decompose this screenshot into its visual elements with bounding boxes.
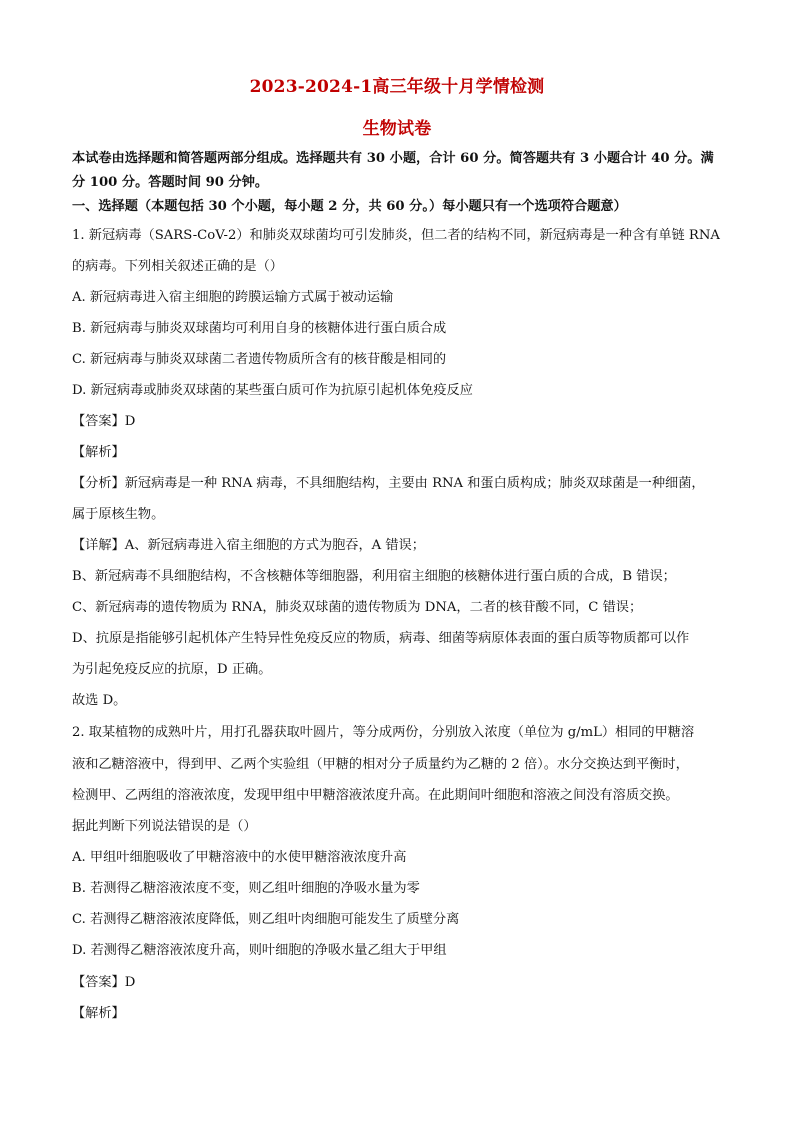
- question-1-option-b: B. 新冠病毒与肺炎双球菌均可利用自身的核糖体进行蛋白质合成: [72, 321, 447, 336]
- instructions-line: 本试卷由选择题和简答题两部分组成。选择题共有 30 小题，合计 60 分。简答题共有 3 小题合计 40 分。满: [72, 151, 714, 166]
- question-1-option-a: A. 新冠病毒进入宿主细胞的跨膜运输方式属于被动运输: [72, 290, 394, 305]
- question-1-answer: 【答案】D: [72, 414, 136, 429]
- question-2-answer: 【答案】D: [72, 975, 136, 990]
- question-1-analysis: 属于原核生物。: [72, 507, 165, 522]
- question-1-detail: 【详解】A、新冠病毒进入宿主细胞的方式为胞吞，A 错误；: [72, 538, 425, 553]
- section-heading: 一、选择题（本题包括 30 个小题，每小题 2 分，共 60 分。）每小题只有一个选项符合题意）: [72, 199, 627, 214]
- question-2-option-b: B. 若测得乙糖溶液浓度不变，则乙组叶细胞的净吸水量为零: [72, 881, 420, 896]
- exam-title: 2023-2024-1高三年级十月学情检测: [249, 77, 545, 97]
- question-2-explanation-heading: 【解析】: [72, 1006, 125, 1021]
- question-1-option-d: D. 新冠病毒或肺炎双球菌的某些蛋白质可作为抗原引起机体免疫反应: [72, 383, 473, 398]
- question-1-analysis: 【分析】新冠病毒是一种 RNA 病毒，不具细胞结构，主要由 RNA 和蛋白质构成；肺炎双球菌是一种细菌，: [72, 476, 705, 491]
- question-1-choice: 故选 D。: [72, 693, 127, 708]
- question-1-stem: 1. 新冠病毒（SARS-CoV-2）和肺炎双球菌均可引发肺炎，但二者的结构不同，新冠病毒是一种含有单链 RNA: [72, 228, 720, 243]
- question-2-option-d: D. 若测得乙糖溶液浓度升高，则叶细胞的净吸水量乙组大于甲组: [72, 943, 447, 958]
- instructions-line: 分 100 分。答题时间 90 分钟。: [72, 175, 269, 190]
- question-2-option-c: C. 若测得乙糖溶液浓度降低，则乙组叶肉细胞可能发生了质壁分离: [72, 912, 460, 927]
- question-1-detail: B、新冠病毒不具细胞结构，不含核糖体等细胞器，利用宿主细胞的核糖体进行蛋白质的合成，B 错误；: [72, 569, 676, 584]
- question-1-option-c: C. 新冠病毒与肺炎双球菌二者遗传物质所含有的核苷酸是相同的: [72, 352, 447, 367]
- question-1-explanation-heading: 【解析】: [72, 445, 125, 460]
- question-2-stem: 检测甲、乙两组的溶液浓度，发现甲组中甲糖溶液浓度升高。在此期间叶细胞和溶液之间没有溶质交换。: [72, 788, 679, 803]
- question-1-detail: C、新冠病毒的遗传物质为 RNA，肺炎双球菌的遗传物质为 DNA，二者的核苷酸不同，C 错误；: [72, 600, 643, 615]
- question-1-stem: 的病毒。下列相关叙述正确的是（）: [72, 259, 283, 274]
- question-1-detail: D、抗原是指能够引起机体产生特异性免疫反应的物质，病毒、细菌等病原体表面的蛋白质等物质都可以作: [72, 631, 690, 646]
- exam-subtitle: 生物试卷: [362, 119, 432, 139]
- question-2-stem: 液和乙糖溶液中，得到甲、乙两个实验组（甲糖的相对分子质量约为乙糖的 2 倍）。水分交换达到平衡时，: [72, 757, 689, 772]
- question-2-option-a: A. 甲组叶细胞吸收了甲糖溶液中的水使甲糖溶液浓度升高: [72, 850, 407, 865]
- question-2-stem: 据此判断下列说法错误的是（）: [72, 819, 257, 834]
- question-2-stem: 2. 取某植物的成熟叶片，用打孔器获取叶圆片，等分成两份，分别放入浓度（单位为 g/mL）相同的甲糖溶: [72, 725, 695, 740]
- question-1-detail: 为引起免疫反应的抗原，D 正确。: [72, 662, 272, 677]
